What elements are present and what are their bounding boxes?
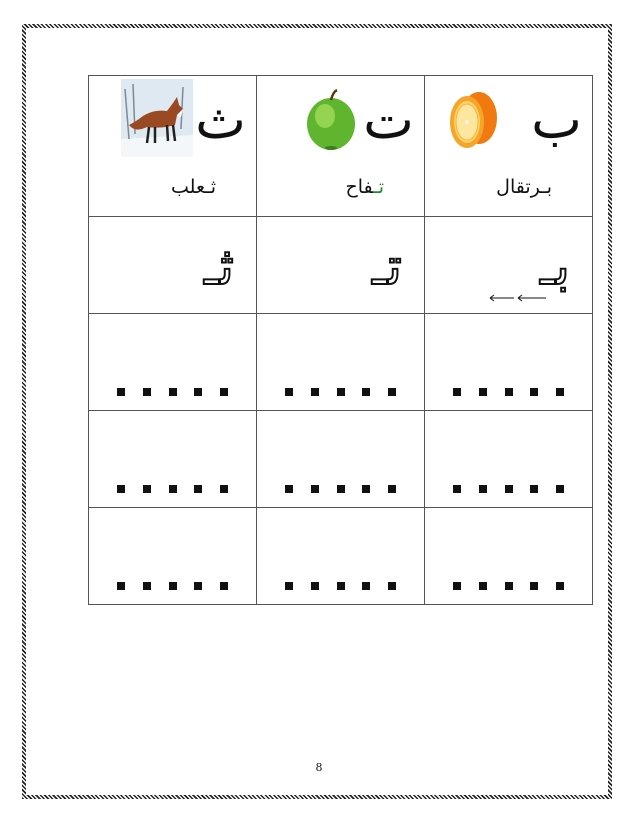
dot <box>453 582 461 590</box>
trace-letter-ta[interactable]: تـ <box>372 237 402 297</box>
dot <box>285 388 293 396</box>
dot <box>388 388 396 396</box>
dotted-line <box>117 388 228 396</box>
dot <box>194 582 202 590</box>
dot <box>556 485 564 493</box>
trace-cell-tha <box>89 217 257 314</box>
dot <box>311 388 319 396</box>
dot <box>505 388 513 396</box>
practice-cell[interactable] <box>257 508 425 605</box>
dot <box>337 485 345 493</box>
dot <box>169 388 177 396</box>
dot <box>220 582 228 590</box>
letter-ta: ت <box>363 88 414 151</box>
letter-ba: ب <box>531 88 582 151</box>
practice-row <box>89 508 593 605</box>
letter-worksheet-table <box>88 75 593 605</box>
dotted-line <box>453 388 564 396</box>
header-row <box>89 76 593 217</box>
practice-cell[interactable] <box>89 314 257 411</box>
dot <box>194 485 202 493</box>
dotted-line <box>285 485 396 493</box>
dot <box>362 388 370 396</box>
dot <box>285 582 293 590</box>
stroke-direction-arrows-icon <box>488 293 548 307</box>
dotted-line <box>453 582 564 590</box>
dot <box>530 485 538 493</box>
practice-cell[interactable] <box>425 314 593 411</box>
dot <box>530 582 538 590</box>
dot <box>143 582 151 590</box>
dot <box>285 485 293 493</box>
dot <box>556 388 564 396</box>
dotted-line <box>285 582 396 590</box>
dot <box>479 485 487 493</box>
trace-letter-ba[interactable]: بـ <box>540 237 570 297</box>
dot <box>479 582 487 590</box>
practice-cell[interactable] <box>425 508 593 605</box>
dot <box>117 485 125 493</box>
orange-icon <box>447 84 499 154</box>
letter-tha: ث <box>195 88 246 151</box>
dot <box>311 582 319 590</box>
apple-icon <box>305 88 357 152</box>
practice-row <box>89 411 593 508</box>
dot <box>311 485 319 493</box>
dot <box>194 388 202 396</box>
trace-letter-tha[interactable]: ثـ <box>204 237 234 297</box>
dot <box>453 485 461 493</box>
dot <box>220 485 228 493</box>
trace-cell-ba <box>425 217 593 314</box>
cell-letter-ta <box>257 76 425 217</box>
dot <box>453 388 461 396</box>
dot <box>362 582 370 590</box>
dot <box>117 388 125 396</box>
dot <box>143 485 151 493</box>
dotted-line <box>117 582 228 590</box>
word-thalab: ثـعلب <box>171 176 216 198</box>
dotted-line <box>453 485 564 493</box>
practice-cell[interactable] <box>89 411 257 508</box>
page-number: 8 <box>315 761 323 774</box>
tracing-row <box>89 217 593 314</box>
cell-letter-tha <box>89 76 257 217</box>
dot <box>337 388 345 396</box>
dot <box>505 485 513 493</box>
dotted-line <box>117 485 228 493</box>
practice-cell[interactable] <box>257 411 425 508</box>
dot <box>556 582 564 590</box>
dot <box>388 485 396 493</box>
word-burtuqal: بـرتقال <box>496 176 552 198</box>
fox-icon <box>121 79 193 157</box>
dot <box>479 388 487 396</box>
dot <box>505 582 513 590</box>
cell-letter-ba <box>425 76 593 217</box>
dot <box>117 582 125 590</box>
dot <box>530 388 538 396</box>
word-tuffah: تـفاح <box>345 176 384 198</box>
practice-cell[interactable] <box>257 314 425 411</box>
dotted-line <box>285 388 396 396</box>
dot <box>337 582 345 590</box>
dot <box>169 582 177 590</box>
trace-cell-ta <box>257 217 425 314</box>
dot <box>169 485 177 493</box>
practice-cell[interactable] <box>89 508 257 605</box>
dot <box>143 388 151 396</box>
dot <box>362 485 370 493</box>
dot <box>220 388 228 396</box>
dot <box>388 582 396 590</box>
practice-row <box>89 314 593 411</box>
practice-cell[interactable] <box>425 411 593 508</box>
